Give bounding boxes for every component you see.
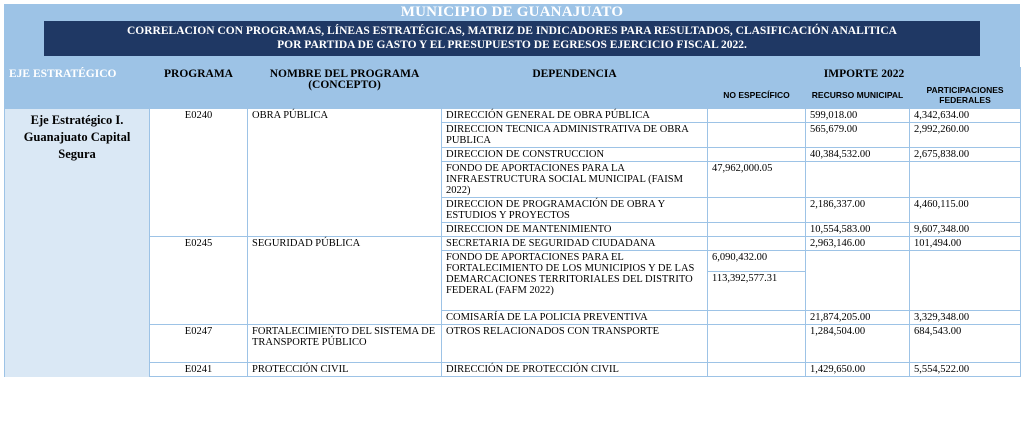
participaciones-cell	[910, 162, 1021, 198]
col-importe: IMPORTE 2022	[708, 68, 1021, 82]
col-dependencia: DEPENDENCIA	[442, 68, 708, 109]
no-especifico-cell	[708, 237, 806, 251]
recurso-municipal-cell	[806, 162, 910, 198]
program-name: SEGURIDAD PÚBLICA	[248, 237, 442, 325]
recurso-municipal-cell: 2,963,146.00	[806, 237, 910, 251]
col-programa: PROGRAMA	[150, 68, 248, 109]
no-especifico-cell: 6,090,432.00	[708, 251, 806, 272]
program-name: OBRA PÚBLICA	[248, 109, 442, 237]
header-row-1	[5, 68, 1021, 82]
dependencia-cell: DIRECCIÓN DE PROTECCIÓN CIVIL	[442, 363, 708, 377]
no-especifico-cell	[708, 223, 806, 237]
recurso-municipal-cell: 10,554,583.00	[806, 223, 910, 237]
no-especifico-cell	[708, 123, 806, 148]
col-eje: EJE ESTRATÉGICO	[5, 68, 150, 109]
participaciones-cell: 5,554,522.00	[910, 363, 1021, 377]
dependencia-cell: DIRECCION TECNICA ADMINISTRATIVA DE OBRA PUBLICA	[442, 123, 708, 148]
recurso-municipal-cell: 2,186,337.00	[806, 198, 910, 223]
program-code: E0247	[150, 325, 248, 363]
dependencia-cell: COMISARÍA DE LA POLICIA PREVENTIVA	[442, 311, 708, 325]
no-especifico-cell	[708, 148, 806, 162]
dependencia-cell: DIRECCION DE CONSTRUCCION	[442, 148, 708, 162]
no-especifico-cell	[708, 109, 806, 123]
participaciones-cell: 101,494.00	[910, 237, 1021, 251]
recurso-municipal-cell: 40,384,532.00	[806, 148, 910, 162]
col-recurso-municipal: RECURSO MUNICIPAL	[806, 82, 910, 109]
no-especifico-cell	[708, 363, 806, 377]
no-especifico-cell	[708, 311, 806, 325]
dependencia-cell: DIRECCION DE PROGRAMACIÓN DE OBRA Y ESTUDIOS Y PROYECTOS	[442, 198, 708, 223]
eje-cell	[5, 109, 150, 377]
dependencia-cell: SECRETARIA DE SEGURIDAD CIUDADANA	[442, 237, 708, 251]
recurso-municipal-cell: 599,018.00	[806, 109, 910, 123]
col-participaciones-federales: PARTICIPACIONES FEDERALES	[910, 82, 1021, 109]
eje-line-1: Eje Estratégico I.	[30, 113, 124, 127]
recurso-municipal-cell: 1,284,504.00	[806, 325, 910, 363]
title-gap	[4, 56, 1020, 67]
participaciones-cell: 684,543.00	[910, 325, 1021, 363]
program-code: E0245	[150, 237, 248, 325]
program-name: PROTECCIÓN CIVIL	[248, 363, 442, 377]
participaciones-cell	[910, 251, 1021, 311]
col-nombre	[248, 68, 442, 109]
dependencia-cell: OTROS RELACIONADOS CON TRANSPORTE	[442, 325, 708, 363]
dependencia-cell: FONDO DE APORTACIONES PARA LA INFRAESTRUCTURA SOCIAL MUNICIPAL (FAISM 2022)	[442, 162, 708, 198]
col-nombre-line-2: (CONCEPTO)	[308, 79, 381, 91]
dependencia-cell: DIRECCIÓN GENERAL DE OBRA PÚBLICA	[442, 109, 708, 123]
recurso-municipal-cell	[806, 251, 910, 311]
eje-line-3: Segura	[58, 147, 96, 161]
table-row	[5, 325, 1021, 363]
table-row	[5, 363, 1021, 377]
subtitle-line-1: CORRELACION CON PROGRAMAS, LÍNEAS ESTRATÉGICAS, MATRIZ DE INDICADORES PARA RESULTADOS, CLASIFICACIÓN ANALITICA	[127, 25, 897, 37]
report-subtitle	[44, 21, 980, 56]
no-especifico-cell	[708, 325, 806, 363]
participaciones-cell: 3,329,348.00	[910, 311, 1021, 325]
program-name: FORTALECIMIENTO DEL SISTEMA DE TRANSPORTE PÚBLICO	[248, 325, 442, 363]
col-nombre-line-1: NOMBRE DEL PROGRAMA	[269, 68, 420, 80]
participaciones-cell: 2,675,838.00	[910, 148, 1021, 162]
title-band	[4, 4, 1020, 67]
dependencia-cell: FONDO DE APORTACIONES PARA EL FORTALECIMIENTO DE LOS MUNICIPIOS Y DE LAS DEMARCACIONES TERRITORIALES DEL DISTRITO FEDERAL (FAFM 2022)	[442, 251, 708, 311]
participaciones-cell: 4,460,115.00	[910, 198, 1021, 223]
table-row	[5, 237, 1021, 251]
no-especifico-cell	[708, 198, 806, 223]
budget-table	[4, 67, 1021, 377]
program-code: E0241	[150, 363, 248, 377]
recurso-municipal-cell: 565,679.00	[806, 123, 910, 148]
report-container	[4, 4, 1020, 377]
no-especifico-cell: 47,962,000.05	[708, 162, 806, 198]
subtitle-line-2: POR PARTIDA DE GASTO Y EL PRESUPUESTO DE EGRESOS EJERCICIO FISCAL 2022.	[277, 39, 747, 51]
recurso-municipal-cell: 1,429,650.00	[806, 363, 910, 377]
recurso-municipal-cell: 21,874,205.00	[806, 311, 910, 325]
eje-line-2: Guanajuato Capital	[23, 130, 131, 144]
participaciones-cell: 9,607,348.00	[910, 223, 1021, 237]
table-row	[5, 109, 1021, 123]
municipality-title: MUNICIPIO DE GUANAJUATO	[400, 4, 624, 20]
dependencia-cell: DIRECCION DE MANTENIMIENTO	[442, 223, 708, 237]
participaciones-cell: 4,342,634.00	[910, 109, 1021, 123]
col-no-especifico: NO ESPECÍFICO	[708, 82, 806, 109]
program-code: E0240	[150, 109, 248, 237]
participaciones-cell: 2,992,260.00	[910, 123, 1021, 148]
no-especifico-cell: 113,392,577.31	[708, 272, 806, 311]
